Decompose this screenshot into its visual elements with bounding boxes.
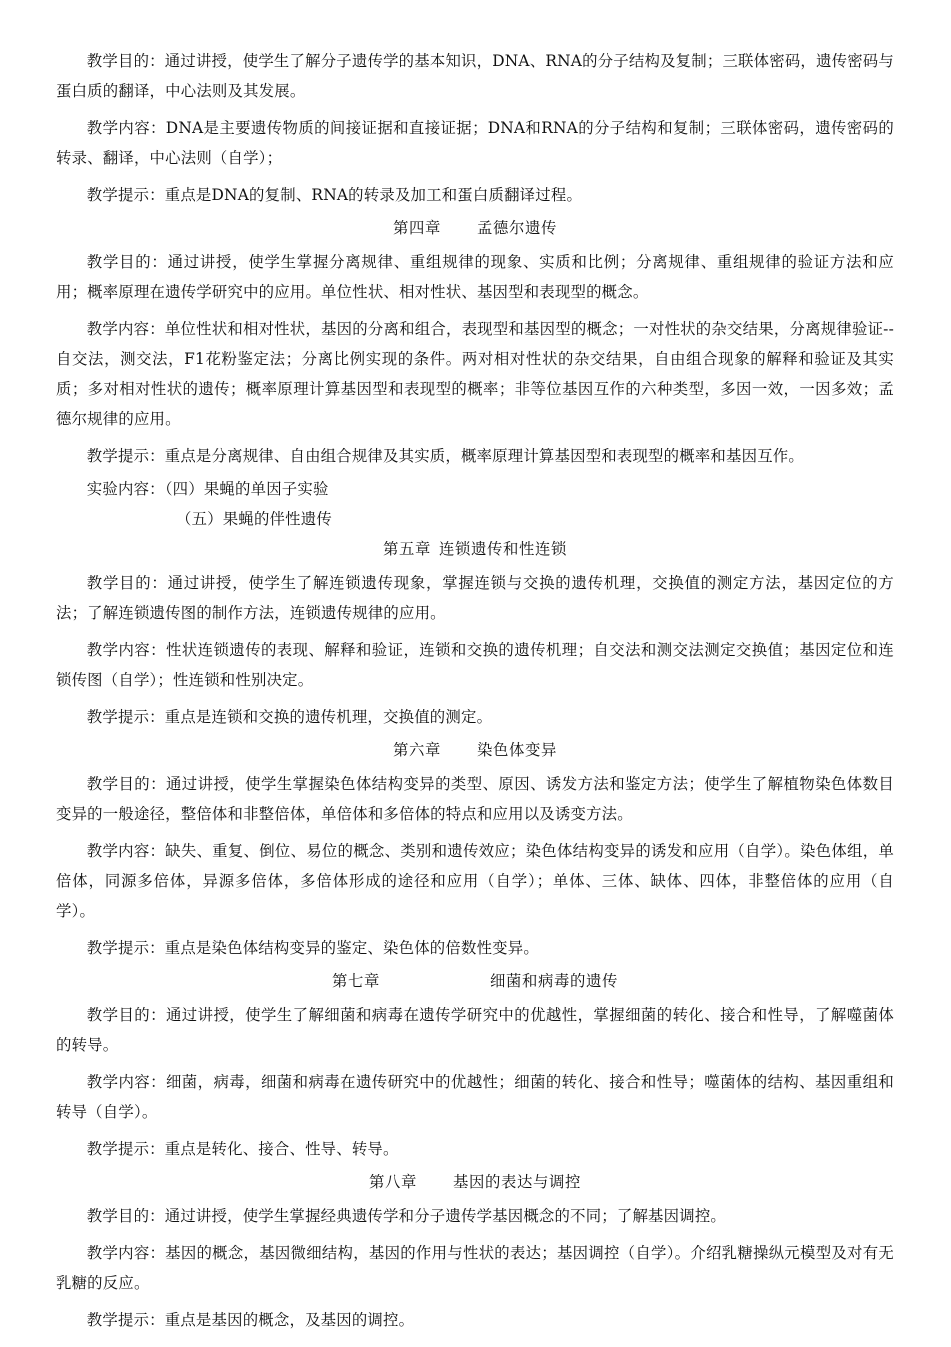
ch3-purpose: 教学目的：通过讲授，使学生了解分子遗传学的基本知识，DNA、RNA的分子结构及复制；三联体密码，遗传密码与蛋白质的翻译，中心法则及其发展。 xyxy=(56,52,894,100)
ch4-experiment-line-2 xyxy=(56,508,894,531)
ch7-chapter-number: 第七章 xyxy=(332,972,381,990)
ch8-purpose: 教学目的：通过讲授，使学生掌握经典遗传学和分子遗传学基因概念的不同；了解基因调控。 xyxy=(86,1207,727,1225)
ch6-chapter-title: 染色体变异 xyxy=(477,741,557,759)
ch5-chapter-number: 第五章 xyxy=(383,540,432,558)
ch4-purpose: 教学目的：通过讲授，使学生掌握分离规律、重组规律的现象、实质和比例；分离规律、重组规律的验证方法和应用；概率原理在遗传学研究中的应用。单位性状、相对性状、基因型和表现型的概念。 xyxy=(56,253,894,301)
ch8-content: 教学内容：基因的概念，基因微细结构，基因的作用与性状的表达；基因调控（自学）。介绍乳糖操纵元模型及对有无乳糖的反应。 xyxy=(56,1244,894,1292)
ch8-chapter-title: 基因的表达与调控 xyxy=(453,1173,581,1191)
ch7-chapter-title: 细菌和病毒的遗传 xyxy=(490,972,618,990)
ch4-experiment-line-1 xyxy=(56,478,894,501)
ch7-purpose: 教学目的：通过讲授，使学生了解细菌和病毒在遗传学研究中的优越性，掌握细菌的转化、接合和性导，了解噬菌体的转导。 xyxy=(56,1006,894,1054)
ch6-content: 教学内容：缺失、重复、倒位、易位的概念、类别和遗传效应；染色体结构变异的诱发和应用（自学）。染色体组，单倍体，同源多倍体，异源多倍体，多倍体形成的途径和应用（自学）；单体、三体、缺体、四体，非整倍体的应用（自学）。 xyxy=(56,842,894,920)
ch4-content: 教学内容：单位性状和相对性状，基因的分离和组合，表现型和基因型的概念；一对性状的杂交结果，分离规律验证--自交法，测交法，F1花粉鉴定法；分离比例实现的条件。两对相对性状的杂交结果，自由组合现象的解释和验证及其实质；多对相对性状的遗传；概率原理计算基因型和表现型的概率；非等位基因互作的六种类型，多因一效，一因多效；孟德尔规律的应用。 xyxy=(56,320,894,428)
ch4-chapter-number: 第四章 xyxy=(393,219,441,237)
ch5-tip: 教学提示：重点是连锁和交换的遗传机理，交换值的测定。 xyxy=(86,708,493,726)
ch3-content: 教学内容：DNA是主要遗传物质的间接证据和直接证据；DNA和RNA的分子结构和复制；三联体密码，遗传密码的转录、翻译，中心法则（自学）； xyxy=(56,119,894,167)
ch8-chapter-number: 第八章 xyxy=(369,1173,418,1191)
ch6-purpose: 教学目的：通过讲授，使学生掌握染色体结构变异的类型、原因、诱发方法和鉴定方法；使学生了解植物染色体数目变异的一般途径，整倍体和非整倍体，单倍体和多倍体的特点和应用以及诱变方法。 xyxy=(56,775,894,823)
ch7-heading xyxy=(56,970,894,993)
ch4-tip: 教学提示：重点是分离规律、自由组合规律及其实质，概率原理计算基因型和表现型的概率和基因互作。 xyxy=(86,447,804,465)
document-page xyxy=(56,46,894,1342)
ch8-tip: 教学提示：重点是基因的概念，及基因的调控。 xyxy=(86,1311,415,1329)
ch4-chapter-title: 孟德尔遗传 xyxy=(477,219,557,237)
ch5-chapter-title: 连锁遗传和性连锁 xyxy=(439,540,567,558)
ch7-tip: 教学提示：重点是转化、接合、性导、转导。 xyxy=(86,1140,399,1158)
ch4-experiment-item-2: （五）果蝇的伴性遗传 xyxy=(176,510,332,528)
ch6-heading xyxy=(56,739,894,762)
ch3-tip: 教学提示：重点是DNA的复制、RNA的转录及加工和蛋白质翻译过程。 xyxy=(86,186,583,204)
ch7-content: 教学内容：细菌，病毒，细菌和病毒在遗传研究中的优越性；细菌的转化、接合和性导；噬菌体的结构、基因重组和转导（自学）。 xyxy=(56,1073,894,1121)
ch5-content: 教学内容：性状连锁遗传的表现、解释和验证，连锁和交换的遗传机理；自交法和测交法测定交换值；基因定位和连锁传图（自学）；性连锁和性别决定。 xyxy=(56,641,894,689)
ch6-tip: 教学提示：重点是染色体结构变异的鉴定、染色体的倍数性变异。 xyxy=(86,939,539,957)
ch5-heading xyxy=(56,538,894,561)
ch6-chapter-number: 第六章 xyxy=(393,741,441,759)
ch4-heading xyxy=(56,217,894,240)
ch5-purpose: 教学目的：通过讲授，使学生了解连锁遗传现象，掌握连锁与交换的遗传机理，交换值的测定方法，基因定位的方法；了解连锁遗传图的制作方法，连锁遗传规律的应用。 xyxy=(56,574,894,622)
ch8-heading xyxy=(56,1171,894,1194)
ch4-experiment-item-1: （四）果蝇的单因子实验 xyxy=(164,480,329,498)
ch4-experiment-label: 实验内容： xyxy=(86,480,165,498)
